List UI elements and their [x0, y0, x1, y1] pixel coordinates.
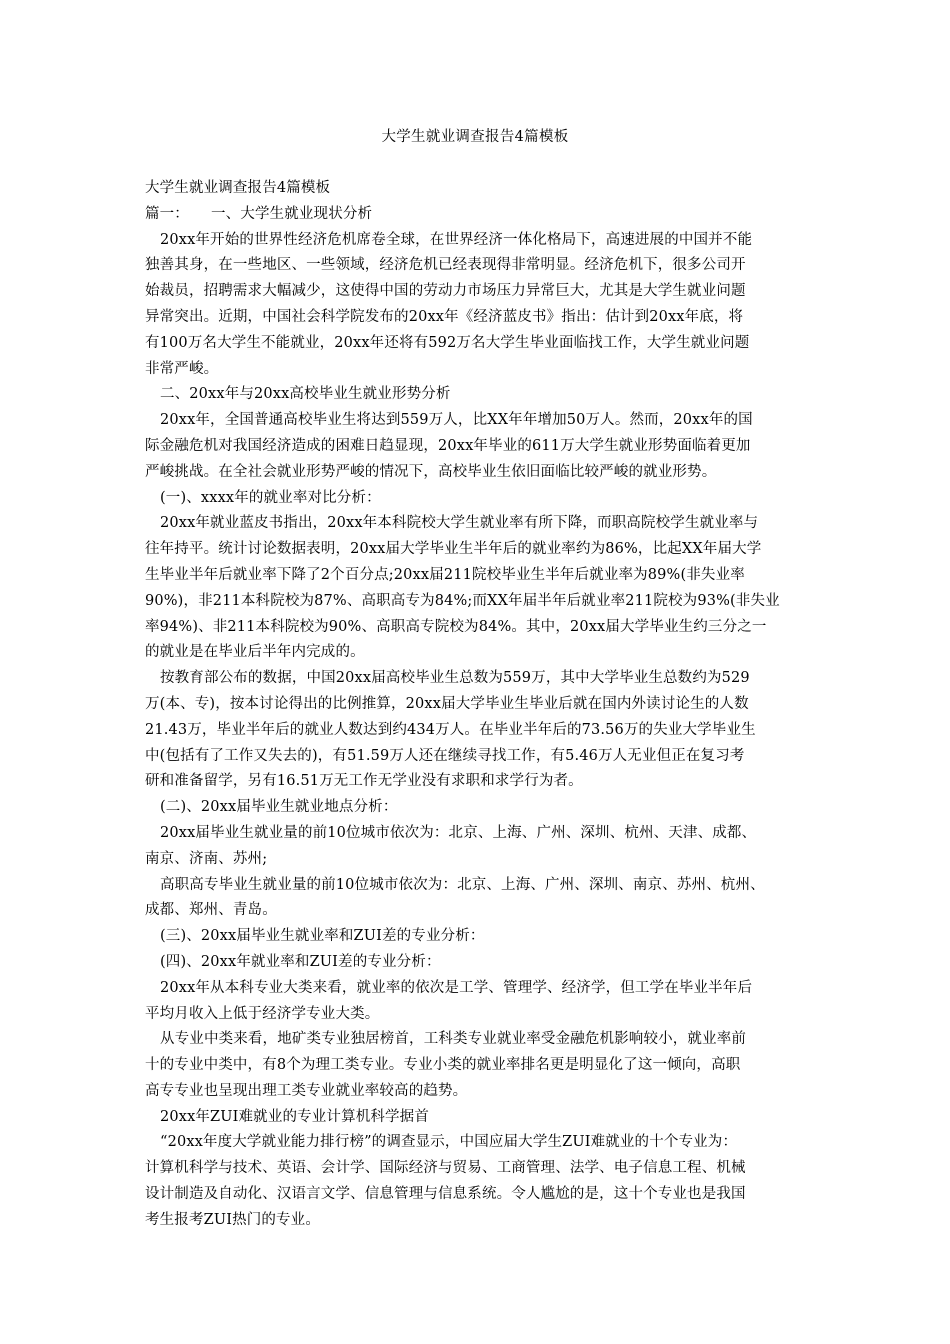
- paragraph-line: 计算机科学与技术、英语、会计学、国际经济与贸易、工商管理、法学、电子信息工程、机械: [145, 1160, 746, 1177]
- paragraph-line: 20xx年从本科专业大类来看，就业率的依次是工学、管理学、经济学，但工学在毕业半年后: [160, 979, 753, 996]
- paragraph-line: 考生报考ZUI热门的专业。: [145, 1211, 320, 1228]
- paragraph-line: 异常突出。近期，中国社会科学院发布的20xx年《经济蓝皮书》指出：估计到20xx年底，将: [145, 308, 744, 325]
- paragraph-line: 高职高专毕业生就业量的前10位城市依次为：北京、上海、广州、深圳、南京、苏州、杭州、: [160, 876, 765, 893]
- subsection-heading: (三)、20xx届毕业生就业率和ZUI差的专业分析：: [160, 928, 485, 945]
- paragraph-line: 十的专业中类中，有8个为理工类专业。专业小类的就业率排名更是明显化了这一倾向，高职: [145, 1057, 741, 1074]
- paragraph-line: 20xx届毕业生就业量的前10位城市依次为：北京、上海、广州、深圳、杭州、天津、成都、: [160, 824, 757, 841]
- section-heading: 篇一： 一、大学生就业现状分析: [145, 205, 373, 222]
- paragraph-line: 成都、郑州、青岛。: [145, 902, 277, 919]
- paragraph-line: 有100万名大学生不能就业，20xx年还将有592万名大学生毕业面临找工作，大学生就业问题: [145, 334, 750, 351]
- paragraph-line: 20xx年就业蓝皮书指出，20xx年本科院校大学生就业率有所下降，而职高院校学生就业率与: [160, 515, 759, 532]
- section-heading: 20xx年ZUI难就业的专业计算机科学据首: [160, 1108, 429, 1125]
- paragraph-line: 生毕业半年后就业率下降了2个百分点;20xx届211院校毕业生半年后就业率为89%(非失业率: [145, 566, 745, 583]
- paragraph-line: 南京、济南、苏州;: [145, 850, 268, 867]
- paragraph-line: 90%)，非211本科院校为87%、高职高专为84%;而XX年届半年后就业率211院校为93%(非失业: [145, 592, 780, 609]
- paragraph-line: “20xx年度大学就业能力排行榜”的调查显示，中国应届大学生ZUI难就业的十个专业为：: [160, 1134, 738, 1151]
- paragraph-line: 20xx年开始的世界性经济危机席卷全球，在世界经济一体化格局下，高速进展的中国并不能: [160, 231, 753, 248]
- paragraph-line: 始裁员，招聘需求大幅减少，这使得中国的劳动力市场压力异常巨大，尤其是大学生就业问题: [145, 283, 746, 300]
- paragraph-line: 研和准备留学，另有16.51万无工作无学业没有求职和求学行为者。: [145, 773, 583, 790]
- paragraph-line: 际金融危机对我国经济造成的困难日趋显现，20xx年毕业的611万大学生就业形势面临着更加: [145, 437, 751, 454]
- subsection-heading: (一)、xxxx年的就业率对比分析：: [160, 489, 381, 506]
- document-body: [145, 176, 813, 1234]
- section-heading: 二、20xx年与20xx高校毕业生就业形势分析: [160, 386, 451, 403]
- paragraph-line: 率94%)、非211本科院校为90%、高职高专院校为84%。其中，20xx届大学毕业生约三分之一: [145, 618, 767, 635]
- paragraph-line: 中(包括有了工作又失去的)，有51.59万人还在继续寻找工作，有5.46万人无业但正在复习考: [145, 747, 745, 764]
- paragraph-line: 独善其身，在一些地区、一些领域，经济危机已经表现得非常明显。经济危机下，很多公司开: [145, 257, 746, 274]
- paragraph-line: 设计制造及自动化、汉语言文学、信息管理与信息系统。令人尴尬的是，这十个专业也是我国: [145, 1186, 746, 1203]
- paragraph-line: 的就业是在毕业后半年内完成的。: [145, 644, 365, 661]
- document-title: 大学生就业调查报告4篇模板: [381, 129, 569, 145]
- paragraph-line: 万(本、专)，按本讨论得出的比例推算，20xx届大学毕业生毕业后就在国内外读讨论生的人数: [145, 695, 749, 712]
- paragraph-line: 非常严峻。: [145, 360, 219, 377]
- paragraph-line: 按教育部公布的数据，中国20xx届高校毕业生总数为559万，其中大学毕业生总数约为529: [160, 670, 750, 687]
- paragraph-line: 往年持平。统计讨论数据表明，20xx届大学毕业生半年后的就业率约为86%，比起XX年届大学: [145, 541, 762, 558]
- paragraph-line: 平均月收入上低于经济学专业大类。: [145, 1005, 380, 1022]
- paragraph-line: 高专专业也呈现出理工类专业就业率较高的趋势。: [145, 1082, 468, 1099]
- subtitle-line: 大学生就业调查报告4篇模板: [145, 180, 331, 196]
- subsection-heading: (二)、20xx届毕业生就业地点分析：: [160, 799, 398, 816]
- subsection-heading: (四)、20xx年就业率和ZUI差的专业分析：: [160, 953, 441, 970]
- paragraph-line: 严峻挑战。在全社会就业形势严峻的情况下，高校毕业生依旧面临比较严峻的就业形势。: [145, 463, 717, 480]
- paragraph-line: 从专业中类来看，地矿类专业独居榜首，工科类专业就业率受金融危机影响较小，就业率前: [160, 1031, 746, 1048]
- paragraph-line: 20xx年，全国普通高校毕业生将达到559万人，比XX年年增加50万人。然而，20xx年的国: [160, 412, 753, 429]
- paragraph-line: 21.43万，毕业半年后的就业人数达到约434万人。在毕业半年后的73.56万的失业大学毕业生: [145, 721, 756, 738]
